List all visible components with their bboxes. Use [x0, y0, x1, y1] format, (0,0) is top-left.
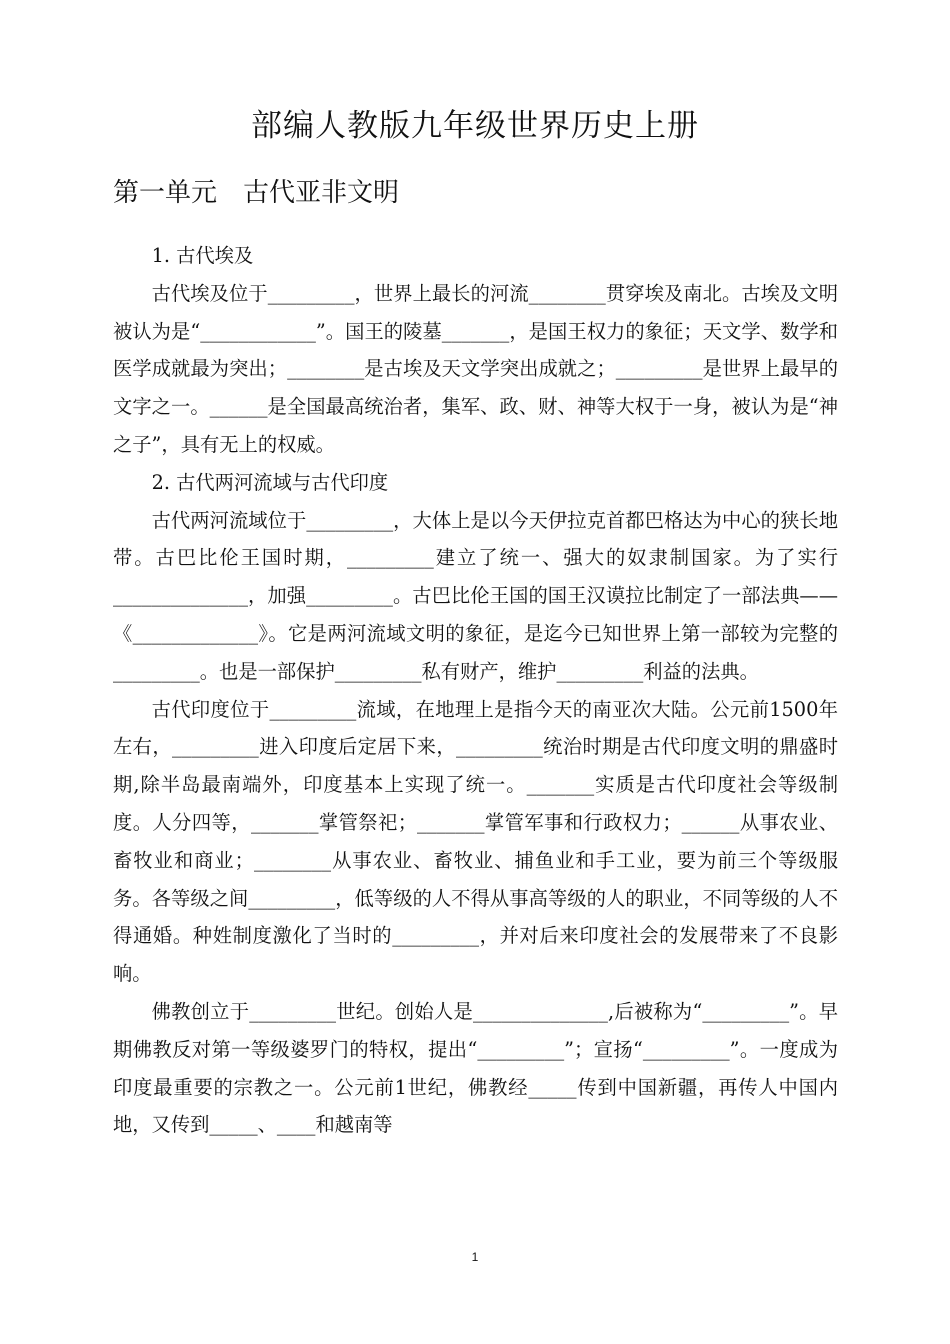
paragraph-mesopotamia: 古代两河流域位于_________，大体上是以今天伊拉克首都巴格达为中心的狭长地带。古巴比伦王国时期，_________建立了统一、强大的奴隶制国家。为了实行______________，加强_________。古巴比伦王国的国王汉谟拉比制定了一部法典——《_____________》。它是两河流域文明的象征，是迄今已知世界上第一部较为完整的_________。也是一部保护_________私有财产，维护_________利益的法典。 — [113, 508, 838, 683]
document-title: 部编人教版九年级世界历史上册 — [251, 108, 699, 144]
paragraph-india: 古代印度位于_________流域，在地理上是指今天的南亚次大陆。公元前1500年左右，_________进入印度后定居下来，_________统治时期是古代印度文明的鼎盛时期,除半岛最南端外，印度基本上实现了统一。_______实质是古代印度社会等级制度。人分四等，_______掌管祭祀；_______掌管军事和行政权力；______从事农业、畜牧业和商业；________从事农业、畜牧业、捕鱼业和手工业，要为前三个等级服务。各等级之间_________，低等级的人不得从事高等级的人的职业，不同等级的人不得通婚。种姓制度激化了当时的_________，并对后来印度社会的发展带来了不良影响。 — [113, 697, 838, 986]
page-number: 1 — [471, 1250, 479, 1264]
unit-heading: 第一单元 古代亚非文明 — [113, 178, 400, 208]
section-heading-egypt: 1. 古代埃及 — [151, 244, 254, 267]
paragraph-buddhism: 佛教创立于_________世纪。创始人是______________,后被称为“_________”。早期佛教反对第一等级婆罗门的特权，提出“_________”；宣扬“_________”。一度成为印度最重要的宗教之一。公元前1世纪，佛教经_____传到中国新疆，再传人中国内地，又传到_____、____和越南等 — [113, 999, 838, 1137]
document-body — [113, 237, 838, 1144]
paragraph-egypt: 古代埃及位于_________，世界上最长的河流________贯穿埃及南北。古埃及文明被认为是“____________”。国王的陵墓_______，是国王权力的象征；天文学、数学和医学成就最为突出；________是古埃及天文学突出成就之；_________是世界上最早的文字之一。______是全国最高统治者，集军、政、财、神等大权于一身，被认为是“神之子”，具有无上的权威。 — [113, 281, 838, 456]
section-heading-mesopotamia-india: 2. 古代两河流域与古代印度 — [151, 470, 389, 494]
